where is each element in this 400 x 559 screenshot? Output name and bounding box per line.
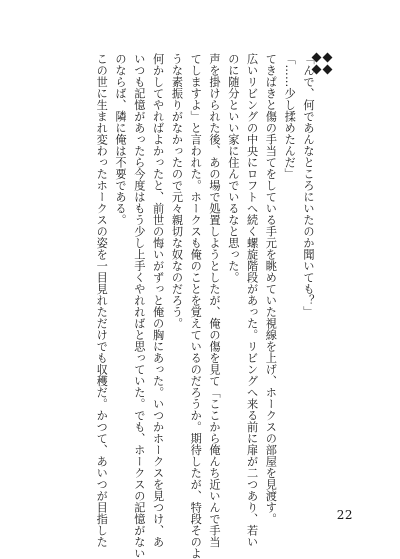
text-line: うな素振りがなかったので元々親切な奴なのだろう。 [170, 53, 184, 329]
text-line: この世に生まれ変わったホークスの姿を一目見れただけでも収穫だ。かつて、あいつが目指した [95, 53, 109, 548]
text-line: 「……少し揉めたんだ」 [283, 53, 297, 180]
text-line: てしますよ」と言われた。ホークスも俺のことを覚えているのだろうか。期待したが、特段そのよ [189, 53, 203, 559]
diamond-ornament-icon [323, 53, 333, 63]
diamond-ornament-icon [323, 65, 333, 75]
text-line: のならば、隣に俺は不要である。 [114, 53, 128, 226]
text-line: 広いリビングの中央にロフトへ続く螺旋階段があった。リビングへ来る前に扉が二つあり、若い [245, 53, 259, 548]
text-line: のに随分といい家に住んでいるなと思った。 [226, 53, 240, 283]
text-line: てきぱきと傷の手当てをしている手元を眺めていた視線を上げ、ホークスの部屋を見渡す。 [264, 53, 278, 525]
text-line: 何かしてやればよかったと、前世の悔いがずっと俺の胸にあった。いつかホークスを見つけ、あ [151, 53, 165, 548]
text-line: いつも記憶があったら今度はもう少し上手くやれればと思っていた。でも、ホークスの記憶がない [132, 53, 146, 559]
text-line: 「んで、何であんなところにいたのか聞いても？」 [302, 53, 315, 318]
page-number: 22 [336, 508, 353, 522]
text-line: 声を掛けられた後、あの場で処置しようとしたが、俺の傷を見て「ここから俺んち近いんで手当 [208, 53, 222, 548]
vertical-text-body [77, 53, 317, 559]
